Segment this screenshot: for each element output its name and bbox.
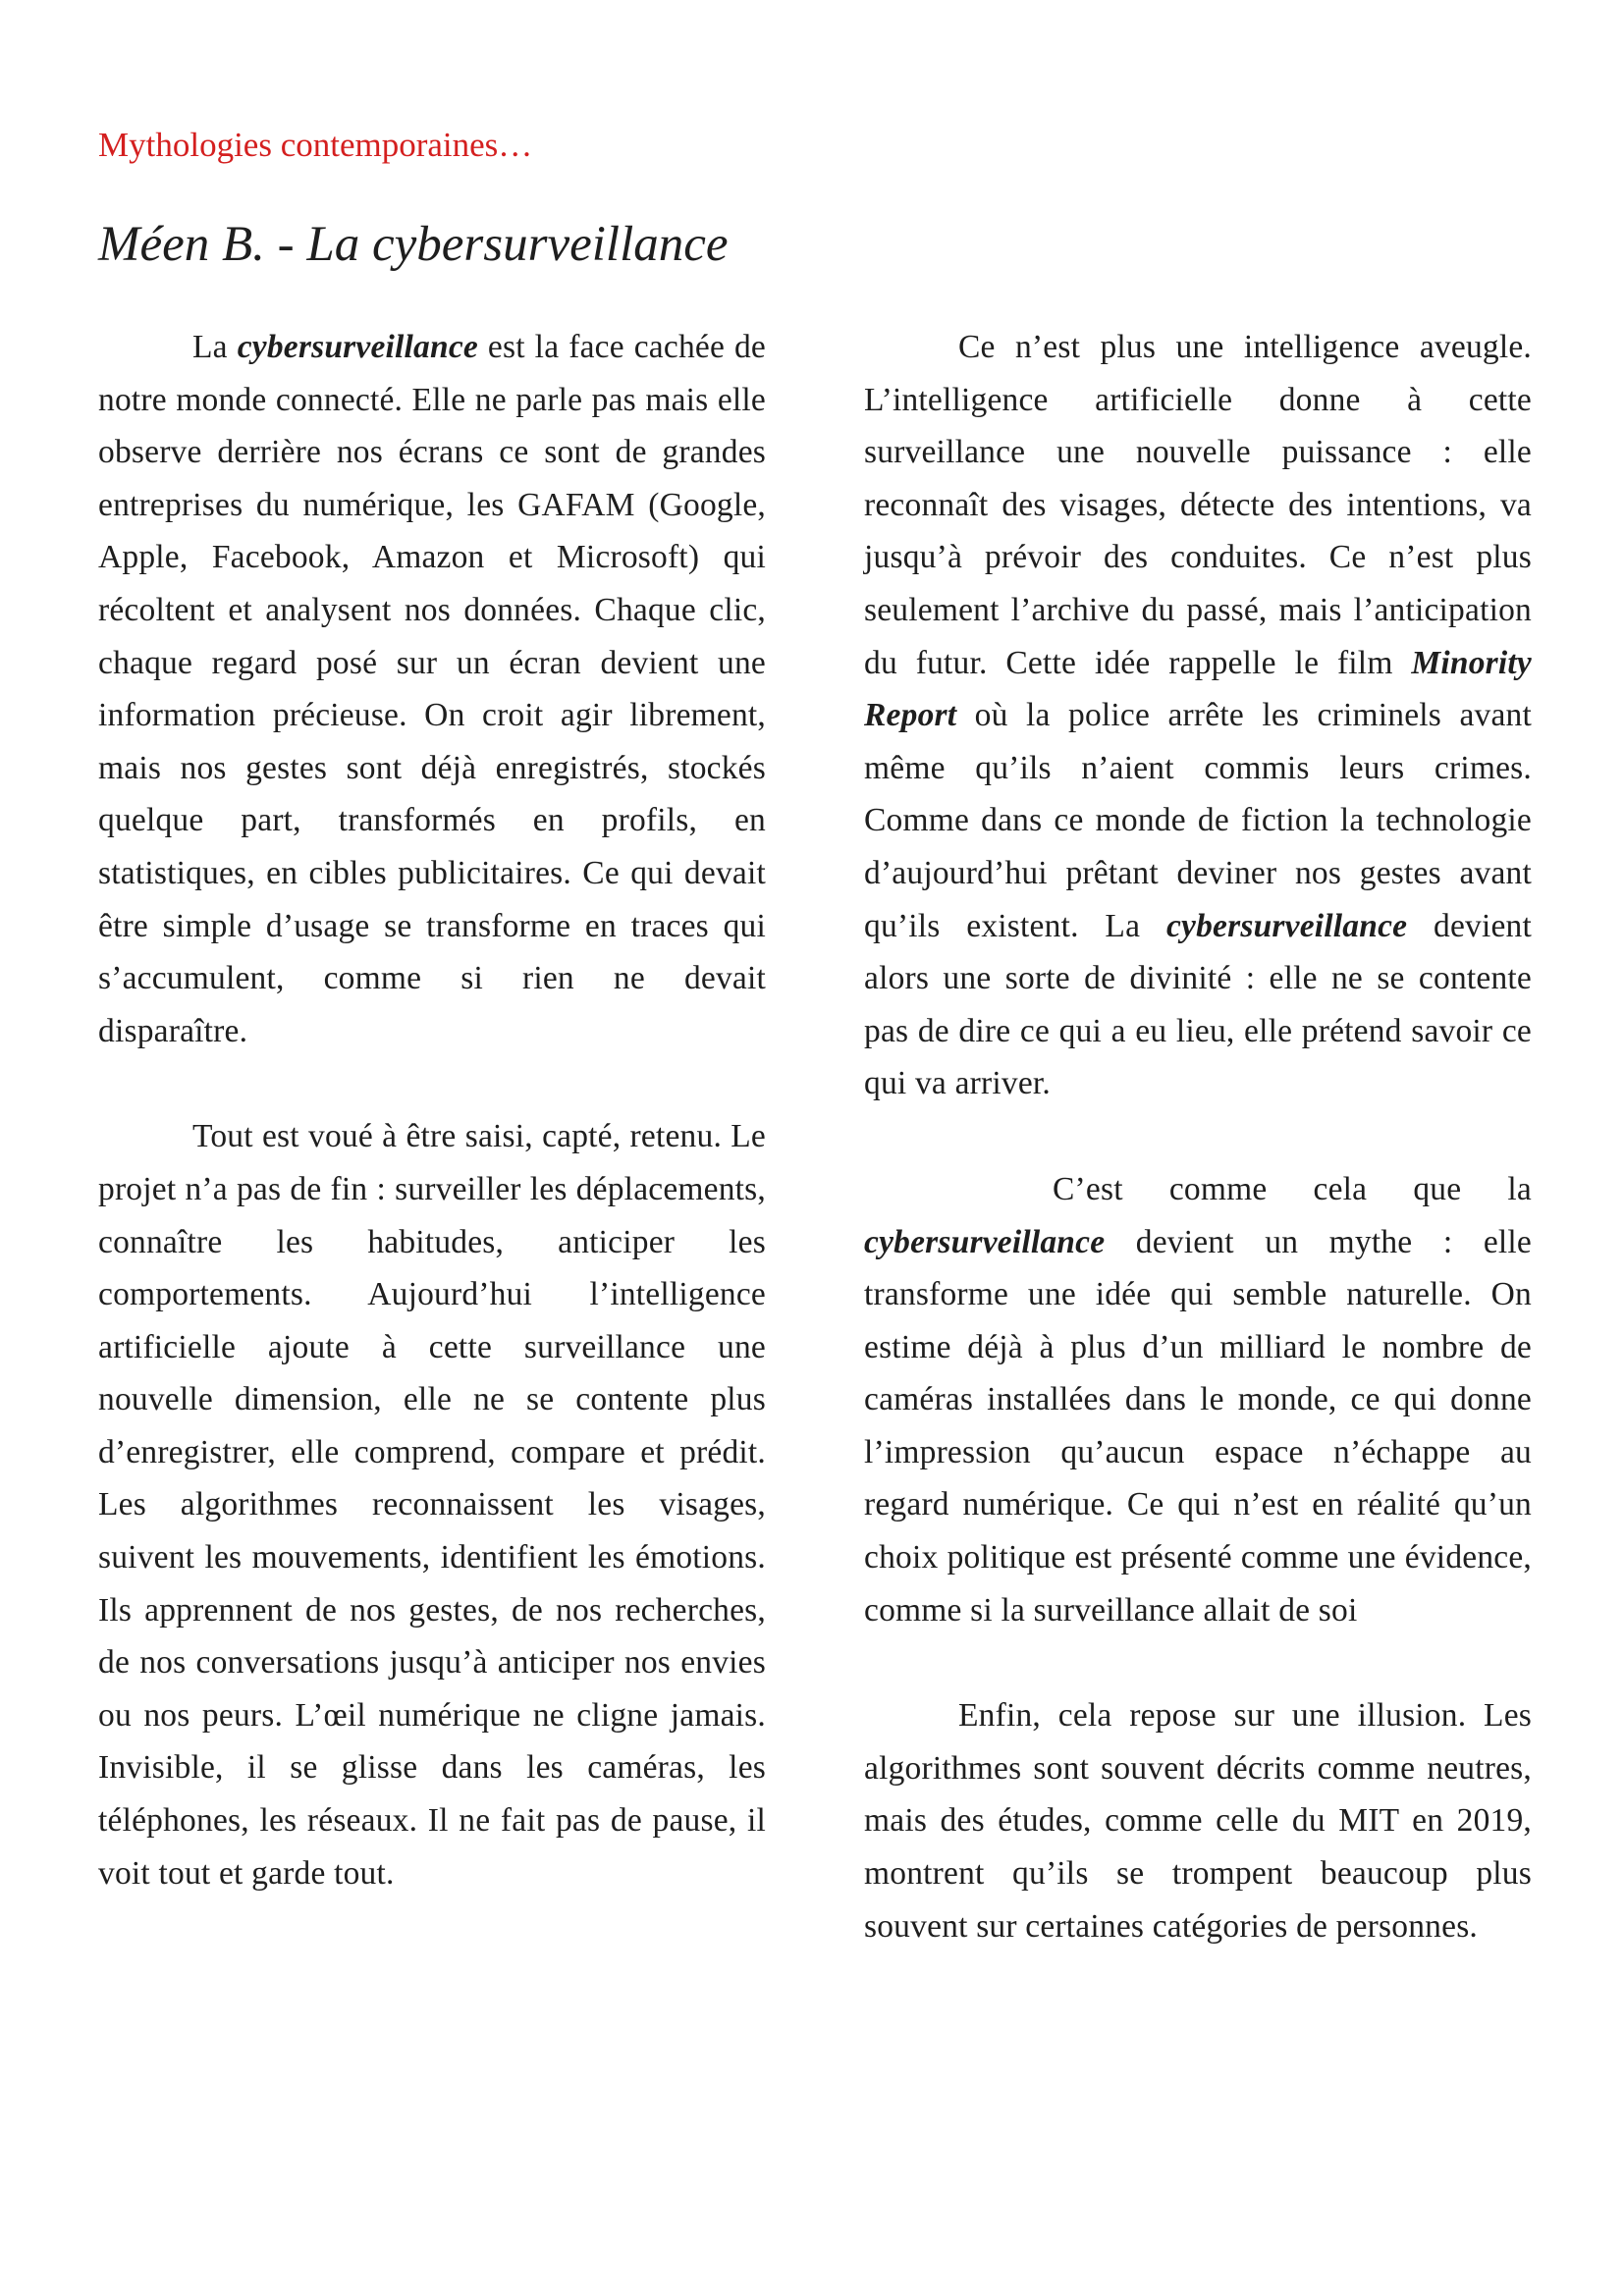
paragraph-4-rest: devient un mythe : elle transforme une idée qui semble naturelle. On estime déjà à plus d’un milliard le nombre de caméras installées dans le monde, ce qui donne l’impression qu’aucun espace n’échappe au regard numérique. Ce qui n’est en réalité qu’un choix politique est présenté comme une évidence, comme si la surveillance allait de soi <box>864 1223 1532 1629</box>
left-column <box>98 321 766 1899</box>
paragraph-1-rest: est la face cachée de notre monde connecté. Elle ne parle pas mais elle observe derrière nos écrans ce sont de grandes entreprises du numérique, les GAFAM (Google, Apple, Facebook, Amazon et Microsoft) qui récoltent et analysent nos données. Chaque clic, chaque regard posé sur un écran devient une information précieuse. On croit agir librement, mais nos gestes sont déjà enregistrés, stockés quelque part, transformés en profils, en statistiques, en cibles publicitaires. Ce qui devait être simple d’usage se transforme en traces qui s’accumulent, comme si rien ne devait disparaître. <box>98 329 766 1049</box>
paragraph-4 <box>864 1163 1532 1636</box>
right-column <box>864 321 1532 1952</box>
paragraph-2: Tout est voué à être saisi, capté, retenu. Le projet n’a pas de fin : surveiller les déplacements, connaître les habitudes, anticiper les comportements. Aujourd’hui l’intelligence artificielle ajoute à cette surveillance une nouvelle dimension, elle ne se contente plus d’enregistrer, elle comprend, compare et prédit. Les algorithmes reconnaissent les visages, suivent les mouvements, identifient les émotions. Ils apprennent de nos gestes, de nos recherches, de nos conversations jusqu’à anticiper nos envies ou nos peurs. L’œil numérique ne cligne jamais. Invisible, il se glisse dans les caméras, les téléphones, les réseaux. Il ne fait pas de pause, il voit tout et garde tout. <box>98 1118 766 1892</box>
paragraph-5: Enfin, cela repose sur une illusion. Les algorithmes sont souvent décrits comme neutres, mais des études, comme celle du MIT en 2019, montrent qu’ils se trompent beaucoup plus souvent sur certaines catégories de personnes. <box>864 1697 1532 1945</box>
film-title: Minority Report <box>864 644 1532 734</box>
paragraph-1-start: La <box>192 329 238 365</box>
paragraph-3-middle: où la police arrête les criminels avant même qu’ils n’aient commis leurs crimes. Comme dans ce monde de fiction la technologie d’aujourd’hui prêtant deviner nos gestes avant qu’ils existent. La <box>864 697 1532 944</box>
term-cybersurveillance: cybersurveillance <box>237 329 478 365</box>
article-title: Méen B. - La cybersurveillance <box>98 217 729 272</box>
paragraph-3 <box>864 321 1532 1110</box>
term-cybersurveillance: cybersurveillance <box>864 1223 1106 1260</box>
term-cybersurveillance: cybersurveillance <box>1165 907 1408 944</box>
series-title: Mythologies contemporaines… <box>98 126 533 164</box>
paragraph-3-rest: devient alors une sorte de divinité : elle ne se contente pas de dire ce qui a eu lieu, elle prétend savoir ce qui va arriver. <box>864 907 1532 1102</box>
paragraph-1 <box>98 321 766 1057</box>
paragraph-3-start: Ce n’est plus une intelligence aveugle. L’intelligence artificielle donne à cette surveillance une nouvelle puissance : elle reconnaît des visages, détecte des intentions, va jusqu’à prévoir des conduites. Ce n’est plus seulement l’archive du passé, mais l’anticipation du futur. Cette idée rappelle le film <box>864 329 1532 681</box>
paragraph-4-start: C’est comme cela que la <box>1053 1170 1532 1207</box>
